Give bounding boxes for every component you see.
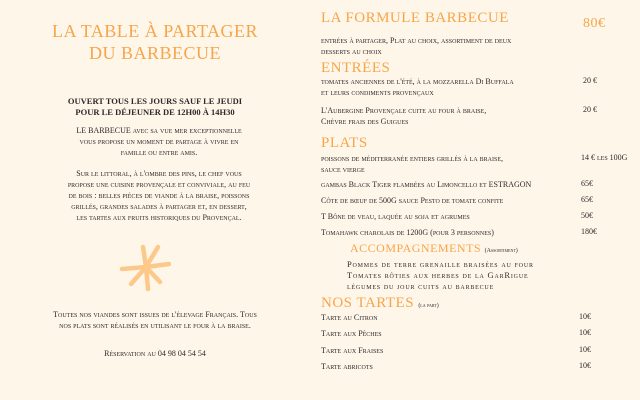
desc-line: entrées à partager, Plat au choix, assortiment de deux xyxy=(321,36,512,45)
page-title xyxy=(0,20,310,64)
side-dish: Tomates rôties aux herbes de la GarRigue xyxy=(347,270,529,280)
side-dish: Pommes de terre grenaille braisées au four xyxy=(347,259,534,269)
tarte-price: 10€ xyxy=(579,361,591,370)
title-line: DU BARBECUE xyxy=(88,43,221,63)
accompagnements-note: (Assortiment) xyxy=(484,248,518,254)
tarte-item: Tarte au Citron xyxy=(321,313,378,322)
accompagnements-title: ACCOMPAGNEMENTS (Assortiment) xyxy=(350,241,518,255)
reservation-phone: Réservation au 04 98 04 54 54 xyxy=(104,349,206,358)
menu-item: tomates anciennes de l'été, à la mozzarella Di Buffala et leurs condiments provençaux xyxy=(321,77,514,97)
menu-item-price: 50€ xyxy=(581,211,593,220)
tarte-price: 10€ xyxy=(579,312,591,321)
formule-title: LA FORMULE BARBECUE xyxy=(321,10,509,26)
side-dish-list xyxy=(347,259,534,292)
tarte-item: Tarte abricots xyxy=(321,362,373,371)
menu-item: gambas Black Tiger flambées au Limoncello et ESTRAGON xyxy=(321,180,532,189)
hours-line: OUVERT TOUS LES JOURS SAUF LE JEUDI xyxy=(67,96,243,106)
chef-paragraph: Sur le littoral, à l'ombre des pins, le chef vous propose une cuisine provençale et conviviale, au feu de bois : belles pièces de viande à la braise, poissons grillés, grandes salades à partager et, en dessert, les tartes aux fruits historiques du Provençal. xyxy=(67,169,251,222)
tartes-note: (la part) xyxy=(418,303,439,309)
menu-item-price: 14 € les 100G xyxy=(581,153,628,162)
footer-note: Toutes nos viandes sont issues de l'élevage Français. Tous nos plats sont réalisés en utilisant le four à la braise. xyxy=(53,310,257,330)
side-dish: légumes du jour cuits au barbecue xyxy=(347,281,495,291)
menu-item: L'Aubergine Provençale cuite au four à braise, Chèvre frais des Guigues xyxy=(321,106,487,126)
tarte-item: Tarte aux Fraises xyxy=(321,346,384,355)
tartes-title: NOS TARTES (la part) xyxy=(321,295,439,311)
menu-item-price: 180€ xyxy=(581,227,597,236)
tarte-price: 10€ xyxy=(579,328,591,337)
formule-price: 80€ xyxy=(583,16,606,31)
menu-item-price: 20 € xyxy=(583,105,597,114)
menu-item-price: 65€ xyxy=(581,195,593,204)
menu-item: Côte de bœuf de 500G sauce Pesto de tomate confite xyxy=(321,196,504,205)
formule-description xyxy=(321,35,511,57)
menu-item: T Bône de veau, laquée au soja et agrumes xyxy=(321,212,470,221)
plats-title: PLATS xyxy=(321,135,368,151)
hours-line: POUR LE DÉJEUNER DE 12H00 À 14H30 xyxy=(75,107,235,117)
menu-item: Tomahawk charolais de 1200G (pour 3 personnes) xyxy=(321,228,494,237)
title-line: LA TABLE À PARTAGER xyxy=(51,21,259,41)
menu-item-price: 20 € xyxy=(583,76,597,85)
desc-line: desserts au choix xyxy=(321,47,382,56)
menu-item-price: 65€ xyxy=(581,179,593,188)
menu-item: poissons de méditerranée entiers grillés à la braise, sauce vierge xyxy=(321,154,504,174)
entrees-title: ENTRÉES xyxy=(321,60,391,76)
sun-star-icon xyxy=(118,242,174,292)
tarte-item: Tarte aux Pêches xyxy=(321,329,382,338)
opening-hours xyxy=(0,96,310,118)
tarte-price: 10€ xyxy=(579,345,591,354)
intro-paragraph: LE BARBECUE avec sa vue mer exceptionnelle vous propose un moment de partage à vivre en famille ou entre amis. xyxy=(76,126,242,157)
